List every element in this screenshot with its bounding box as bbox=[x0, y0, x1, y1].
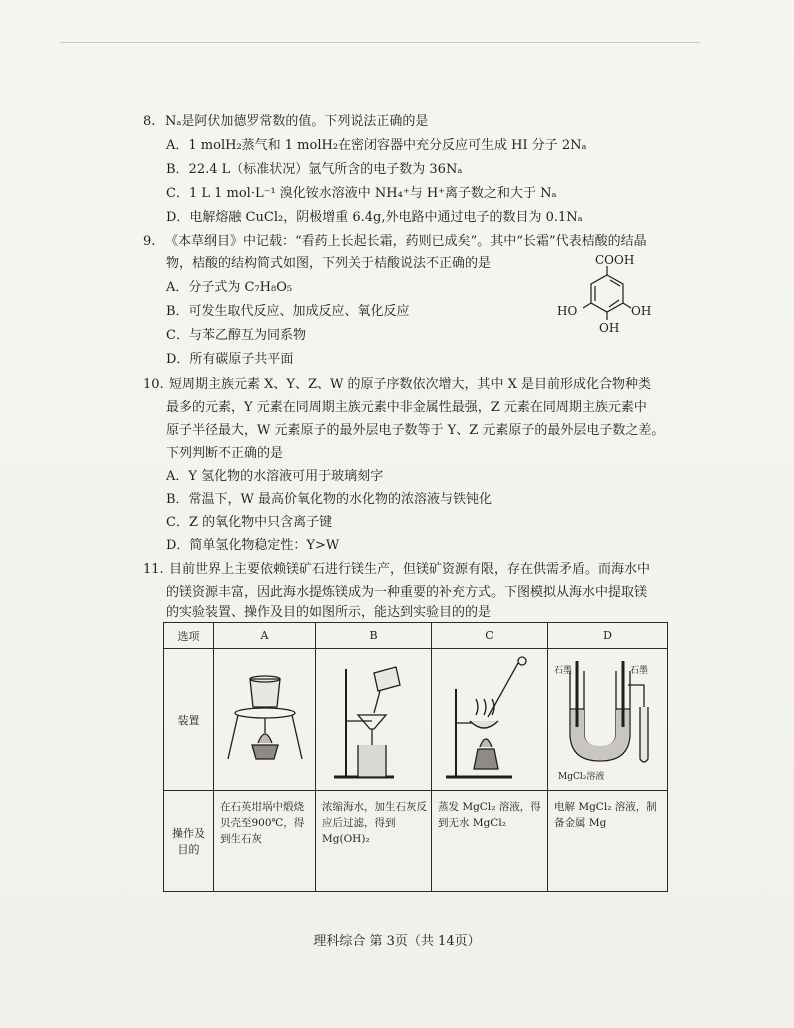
q8-option-a: A．1 molH₂蒸气和 1 molH₂在密闭容器中充分反应可生成 HI 分子 2Nₐ bbox=[166, 138, 587, 153]
apparatus-a-crucible bbox=[214, 649, 316, 791]
q9-option-b: B．可发生取代反应、加成反应、氧化反应 bbox=[166, 304, 410, 319]
gallic-acid-structure bbox=[553, 253, 663, 338]
q8-option-b: B．22.4 L（标准状况）氩气所含的电子数为 36Nₐ bbox=[166, 162, 463, 177]
operation-b-text: 浓缩海水，加生石灰反应后过滤，得到Mg(OH)₂ bbox=[316, 791, 432, 891]
solution-label: MgCl₂溶液 bbox=[558, 772, 605, 782]
top-rule bbox=[60, 42, 700, 43]
table-header-b: B bbox=[316, 623, 432, 649]
graphite-left-label: 石墨 bbox=[554, 666, 573, 676]
q8-number: 8. bbox=[143, 114, 156, 129]
operation-c-text: 蒸发 MgCl₂ 溶液，得到无水 MgCl₂ bbox=[432, 791, 548, 891]
q9-option-d: D．所有碳原子共平面 bbox=[166, 352, 294, 367]
graphite-right-label: 石墨 bbox=[630, 666, 649, 676]
q10-stem-line4: 下列判断不正确的是 bbox=[166, 446, 284, 461]
q11-stem-line3: 的实验装置、操作及目的如图所示，能达到实验目的的是 bbox=[166, 605, 492, 620]
struct-cooh-label: COOH bbox=[595, 253, 635, 267]
q10-option-b: B．常温下，W 最高价氧化物的水化物的浓溶液与铁钝化 bbox=[166, 492, 493, 507]
q9-stem-line1 bbox=[143, 232, 647, 252]
page-footer: 理科综合 第 3页（共 14页） bbox=[313, 934, 481, 949]
q10-option-a: A．Y 氢化物的水溶液可用于玻璃刻字 bbox=[166, 469, 384, 484]
q10-line1-text: 短周期主族元素 X、Y、Z、W 的原子序数依次增大，其中 X 是目前形成化合物种类 bbox=[169, 377, 652, 392]
q9-option-a: A．分子式为 C₇H₈O₅ bbox=[166, 280, 293, 295]
q10-stem-line2: 最多的元素，Y 元素在同周期主族元素中非金属性最强，Z 元素在同周期主族元素中 bbox=[166, 400, 647, 415]
struct-oh-right-label: OH bbox=[631, 304, 652, 318]
table-header-a: A bbox=[214, 623, 316, 649]
q10-option-d: D．简单氢化物稳定性：Y>W bbox=[166, 538, 340, 553]
table-header-c: C bbox=[432, 623, 548, 649]
q11-number: 11. bbox=[143, 562, 164, 577]
operation-d-text: 电解 MgCl₂ 溶液，制备金属 Mg bbox=[554, 801, 657, 829]
q9-line1-text: 《本草纲目》中记载：“看药上长起长霜，药则已成矣”。其中“长霜”代表桔酸的结晶 bbox=[165, 234, 647, 249]
q10-stem-line3: 原子半径最大，W 元素原子的最外层电子数等于 Y、Z 元素原子的最外层电子数之差。 bbox=[166, 423, 665, 438]
q8-stem-text: Nₐ是阿伏加德罗常数的值。下列说法正确的是 bbox=[165, 114, 429, 129]
q10-option-c: C．Z 的氧化物中只含离子键 bbox=[166, 515, 333, 530]
table-row-operation-label bbox=[164, 791, 214, 891]
q8-option-c: C．1 L 1 mol·L⁻¹ 溴化铵水溶液中 NH₄⁺与 H⁺离子数之和大于 Nₐ bbox=[166, 186, 557, 201]
q9-stem-line2: 物，桔酸的结构简式如图，下列关于桔酸说法不正确的是 bbox=[166, 256, 492, 271]
table-row-device-label: 装置 bbox=[164, 649, 214, 791]
q10-number: 10. bbox=[143, 377, 164, 392]
apparatus-d-electrolysis bbox=[548, 649, 667, 791]
operation-label-line2: 目的 bbox=[177, 843, 200, 856]
apparatus-c-evaporation bbox=[432, 649, 548, 791]
table-header-option: 选项 bbox=[164, 623, 214, 649]
q8-stem bbox=[143, 112, 428, 132]
q11-stem-line1 bbox=[143, 560, 650, 580]
operation-a-text: 在石英坩埚中煅烧贝壳至900℃，得到生石灰 bbox=[214, 791, 316, 891]
struct-oh-bottom-label: OH bbox=[599, 321, 620, 335]
q11-stem-line2: 的镁资源丰富，因此海水提炼镁成为一种重要的补充方式。下图模拟从海水中提取镁 bbox=[166, 585, 648, 600]
q10-stem-line1 bbox=[143, 375, 651, 395]
apparatus-b-filtration bbox=[316, 649, 432, 791]
q11-line1-text: 目前世界上主要依赖镁矿石进行镁生产，但镁矿资源有限，存在供需矛盾。而海水中 bbox=[169, 562, 651, 577]
q9-option-c: C．与苯乙醇互为同系物 bbox=[166, 328, 306, 343]
struct-ho-left-label: HO bbox=[557, 304, 578, 318]
table-header-d: D bbox=[548, 623, 667, 649]
operation-label-line1: 操作及 bbox=[172, 827, 205, 840]
q8-option-d: D．电解熔融 CuCl₂，阴极增重 6.4g,外电路中通过电子的数目为 0.1Nₐ bbox=[166, 210, 583, 225]
q9-number: 9. bbox=[143, 234, 156, 249]
q11-table bbox=[163, 622, 668, 892]
